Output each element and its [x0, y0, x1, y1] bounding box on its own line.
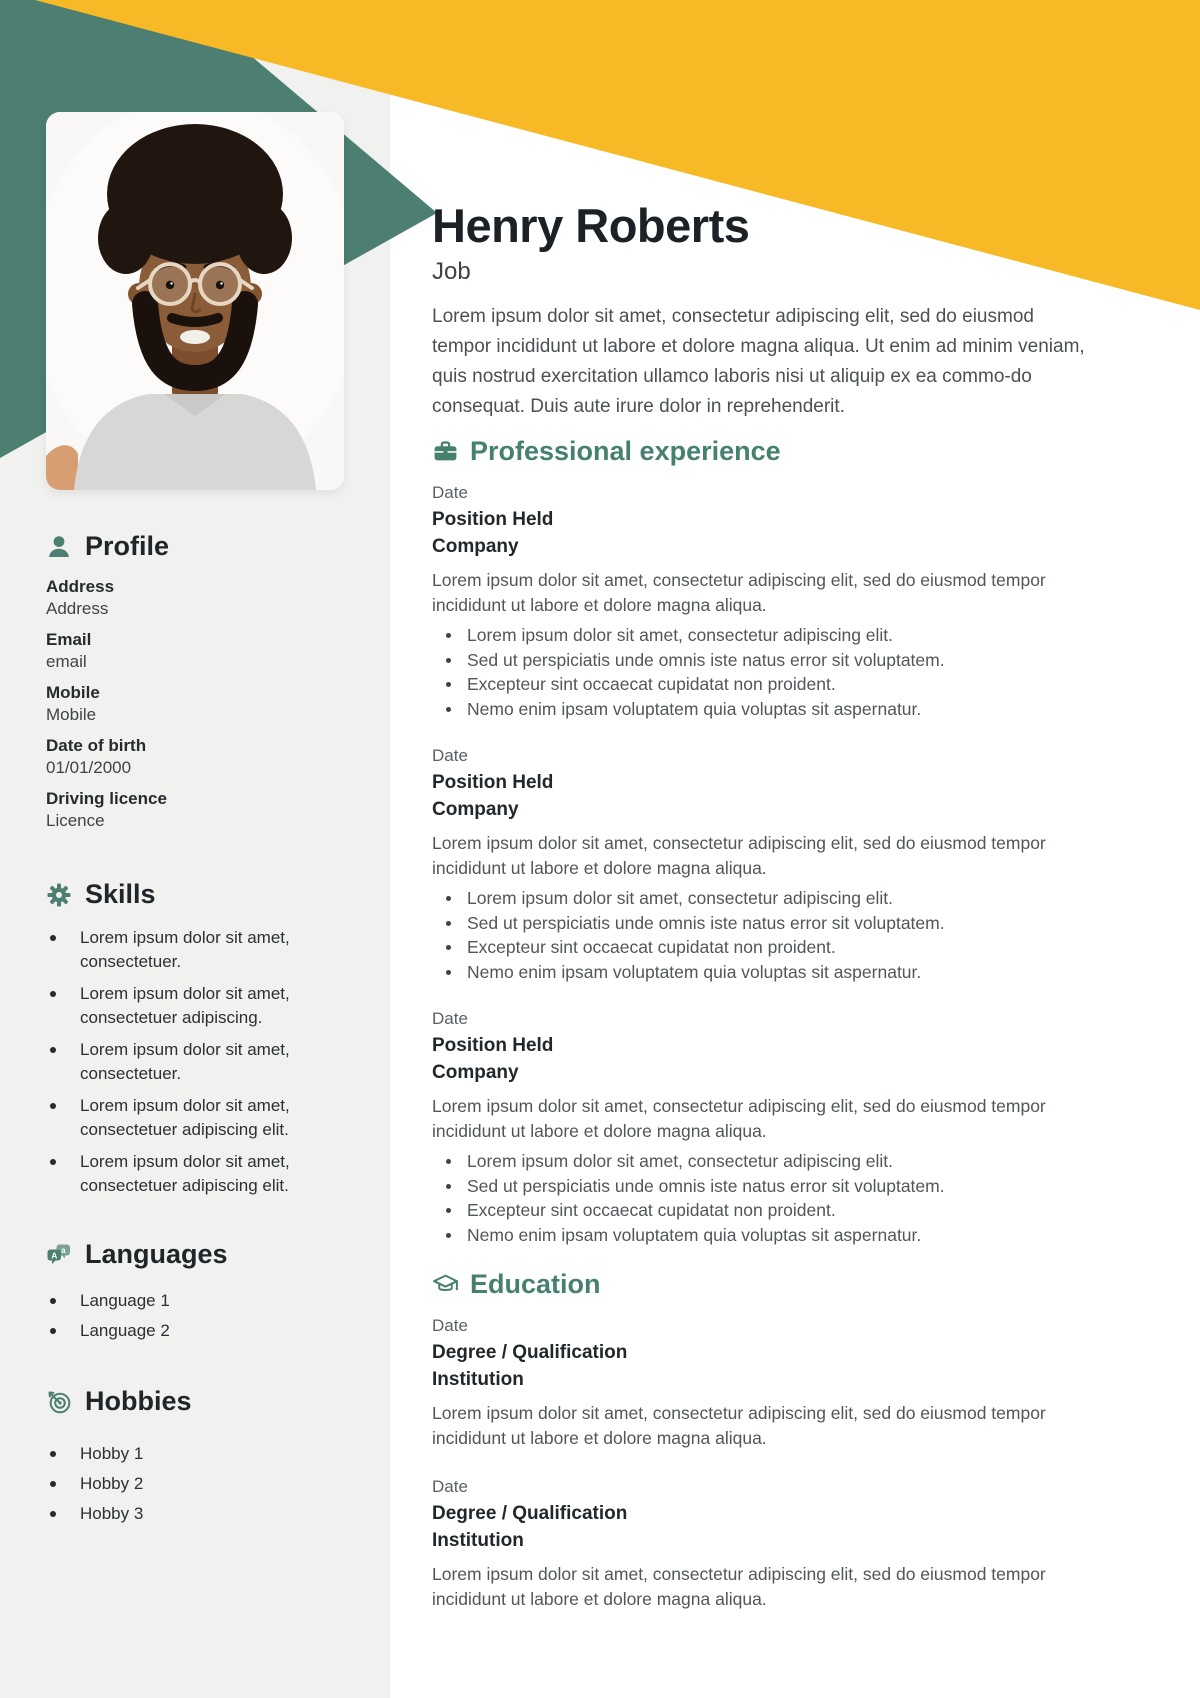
bullet-text: Excepteur sint occaecat cupidatat non proident. — [467, 1200, 836, 1220]
bullet-text: Lorem ipsum dolor sit amet, consectetur adipiscing elit. — [467, 625, 894, 645]
language-item: Language 2 — [80, 1321, 170, 1340]
skills-title: Skills — [85, 879, 156, 909]
list-item — [46, 1443, 354, 1465]
field-value: Address — [46, 599, 109, 618]
list-item — [432, 911, 1100, 936]
entry-date: Date — [432, 746, 468, 765]
bullet-text: Excepteur sint occaecat cupidatat non proident. — [467, 674, 836, 694]
experience-section-header — [432, 436, 1100, 467]
skills-list — [46, 926, 354, 1198]
entry-company: Company — [432, 799, 519, 820]
list-item — [46, 1290, 354, 1312]
skill-item: Lorem ipsum dolor sit amet, consectetuer adipiscing elit. — [80, 1096, 290, 1139]
languages-list — [46, 1290, 354, 1342]
bullet-dot — [50, 1159, 56, 1165]
entry-description: Lorem ipsum dolor sit amet, consectetur adipiscing elit, sed do eiusmod tempor incididunt ut labore et dolore magna aliqua. — [432, 570, 1046, 615]
main-column — [432, 199, 1100, 1635]
bullet-dot — [446, 707, 451, 712]
bullet-dot — [446, 633, 451, 638]
profile-field-address — [46, 576, 354, 620]
gear-icon — [46, 882, 72, 908]
field-label: Email — [46, 630, 92, 649]
list-item — [46, 1150, 354, 1198]
entry-degree: Degree / Qualification — [432, 1342, 628, 1363]
entry-bullets — [432, 623, 1100, 721]
experience-entries — [432, 480, 1100, 1247]
bullet-dot — [446, 1184, 451, 1189]
field-label: Driving licence — [46, 789, 167, 808]
bullet-text: Lorem ipsum dolor sit amet, consectetur adipiscing elit. — [467, 1151, 894, 1171]
profile-title: Profile — [85, 531, 170, 561]
person-icon — [46, 534, 72, 560]
entry-company: Company — [432, 536, 519, 557]
list-item — [432, 623, 1100, 648]
entry-institution: Institution — [432, 1369, 524, 1390]
education-section-header — [432, 1269, 1100, 1300]
field-value: 01/01/2000 — [46, 758, 132, 777]
bullet-dot — [446, 658, 451, 663]
entry-description: Lorem ipsum dolor sit amet, consectetur adipiscing elit, sed do eiusmod tempor incididunt ut labore et dolore magna aliqua. — [432, 1564, 1046, 1609]
field-label: Mobile — [46, 683, 100, 702]
profile-field-dob — [46, 735, 354, 779]
bullet-dot — [446, 1233, 451, 1238]
list-item — [46, 1320, 354, 1342]
bullet-dot — [50, 1298, 56, 1304]
list-item — [46, 982, 354, 1030]
bullet-dot — [446, 1159, 451, 1164]
experience-entry — [432, 743, 1100, 984]
bullet-dot — [446, 1208, 451, 1213]
bullet-dot — [50, 1103, 56, 1109]
job-title: Job — [432, 258, 471, 285]
list-item — [432, 886, 1100, 911]
profile-section — [46, 531, 354, 841]
field-label: Date of birth — [46, 736, 147, 755]
education-title: Education — [470, 1269, 601, 1299]
profile-field-email — [46, 629, 354, 673]
graduation-cap-icon — [432, 1271, 459, 1298]
entry-date: Date — [432, 1009, 468, 1028]
hobby-item: Hobby 1 — [80, 1444, 144, 1463]
list-item — [46, 1503, 354, 1525]
list-item — [432, 935, 1100, 960]
bullet-text: Nemo enim ipsam voluptatem quia voluptas sit aspernatur. — [467, 1224, 922, 1245]
entry-position: Position Held — [432, 772, 554, 793]
list-item — [432, 1174, 1100, 1199]
hobbies-title: Hobbies — [85, 1386, 192, 1416]
skill-item: Lorem ipsum dolor sit amet, consectetuer. — [80, 1040, 290, 1083]
bullet-dot — [50, 935, 56, 941]
bullet-dot — [446, 921, 451, 926]
field-value: Licence — [46, 811, 105, 830]
field-value: email — [46, 652, 87, 671]
bullet-text: Sed ut perspiciatis unde omnis iste natus error sit voluptatem. — [467, 649, 945, 670]
intro-paragraph: Lorem ipsum dolor sit amet, consectetur adipiscing elit, sed do eiusmod tempor incididunt ut labore et dolore magna aliqua. Ut enim ad minim veniam, quis nostrud exercitation ullamco laboris nisi ut aliquip ex ea commo-do consequat. Duis aute irure dolor in reprehenderit. — [432, 306, 1085, 417]
entry-date: Date — [432, 1316, 468, 1335]
skill-item: Lorem ipsum dolor sit amet, consectetuer. — [80, 928, 290, 971]
bullet-dot — [50, 1328, 56, 1334]
education-entry — [432, 1474, 1100, 1611]
bullet-dot — [50, 1047, 56, 1053]
language-item: Language 1 — [80, 1291, 170, 1310]
bullet-text: Sed ut perspiciatis unde omnis iste natus error sit voluptatem. — [467, 912, 945, 933]
bullet-text: Nemo enim ipsam voluptatem quia voluptas sit aspernatur. — [467, 698, 922, 719]
svg-text:a: a — [61, 1245, 66, 1255]
education-entry — [432, 1313, 1100, 1450]
briefcase-icon — [432, 438, 459, 465]
entry-date: Date — [432, 483, 468, 502]
bullet-dot — [446, 896, 451, 901]
entry-institution: Institution — [432, 1530, 524, 1551]
list-item — [432, 1149, 1100, 1174]
entry-position: Position Held — [432, 509, 554, 530]
experience-title: Professional experience — [470, 436, 781, 466]
skills-section — [46, 879, 354, 1206]
list-item — [46, 1094, 354, 1142]
education-entries — [432, 1313, 1100, 1611]
skills-section-header — [46, 879, 354, 910]
list-item — [432, 960, 1100, 985]
profile-photo-card — [46, 112, 344, 490]
profile-field-licence — [46, 788, 354, 832]
entry-date: Date — [432, 1477, 468, 1496]
skill-item: Lorem ipsum dolor sit amet, consectetuer adipiscing elit. — [80, 1152, 290, 1195]
profile-field-mobile — [46, 682, 354, 726]
entry-description: Lorem ipsum dolor sit amet, consectetur adipiscing elit, sed do eiusmod tempor incididunt ut labore et dolore magna aliqua. — [432, 1096, 1046, 1141]
bullet-text: Sed ut perspiciatis unde omnis iste natus error sit voluptatem. — [467, 1175, 945, 1196]
hobbies-section-header — [46, 1386, 354, 1417]
bullet-dot — [446, 945, 451, 950]
experience-entry — [432, 1006, 1100, 1247]
bullet-dot — [446, 682, 451, 687]
list-item — [432, 648, 1100, 673]
profile-fields — [46, 576, 354, 832]
entry-degree: Degree / Qualification — [432, 1503, 628, 1524]
languages-section — [46, 1239, 354, 1350]
target-icon — [46, 1389, 72, 1415]
bullet-dot — [50, 1481, 56, 1487]
field-value: Mobile — [46, 705, 97, 724]
skill-item: Lorem ipsum dolor sit amet, consectetuer adipiscing. — [80, 984, 290, 1027]
bullet-dot — [446, 970, 451, 975]
entry-description: Lorem ipsum dolor sit amet, consectetur adipiscing elit, sed do eiusmod tempor incididunt ut labore et dolore magna aliqua. — [432, 1403, 1046, 1448]
svg-text:A: A — [51, 1249, 58, 1260]
list-item — [46, 1038, 354, 1086]
page-title: Henry Roberts — [432, 199, 750, 252]
field-label: Address — [46, 577, 115, 596]
list-item — [432, 672, 1100, 697]
translate-icon — [46, 1242, 72, 1268]
entry-description: Lorem ipsum dolor sit amet, consectetur adipiscing elit, sed do eiusmod tempor incididunt ut labore et dolore magna aliqua. — [432, 833, 1046, 878]
bullet-dot — [50, 1511, 56, 1517]
hobby-item: Hobby 3 — [80, 1504, 144, 1523]
languages-title: Languages — [85, 1239, 228, 1269]
entry-bullets — [432, 886, 1100, 984]
list-item — [432, 1198, 1100, 1223]
bullet-text: Excepteur sint occaecat cupidatat non proident. — [467, 937, 836, 957]
entry-company: Company — [432, 1062, 519, 1083]
bullet-text: Nemo enim ipsam voluptatem quia voluptas sit aspernatur. — [467, 961, 922, 982]
profile-photo — [46, 112, 344, 490]
profile-section-header — [46, 531, 354, 562]
entry-bullets — [432, 1149, 1100, 1247]
list-item — [432, 697, 1100, 722]
hobbies-list — [46, 1443, 354, 1525]
entry-position: Position Held — [432, 1035, 554, 1056]
list-item — [46, 926, 354, 974]
bullet-text: Lorem ipsum dolor sit amet, consectetur adipiscing elit. — [467, 888, 894, 908]
hobby-item: Hobby 2 — [80, 1474, 144, 1493]
languages-section-header — [46, 1239, 354, 1270]
hobbies-section — [46, 1386, 354, 1533]
bullet-dot — [50, 991, 56, 997]
experience-entry — [432, 480, 1100, 721]
list-item — [432, 1223, 1100, 1248]
list-item — [46, 1473, 354, 1495]
bullet-dot — [50, 1451, 56, 1457]
